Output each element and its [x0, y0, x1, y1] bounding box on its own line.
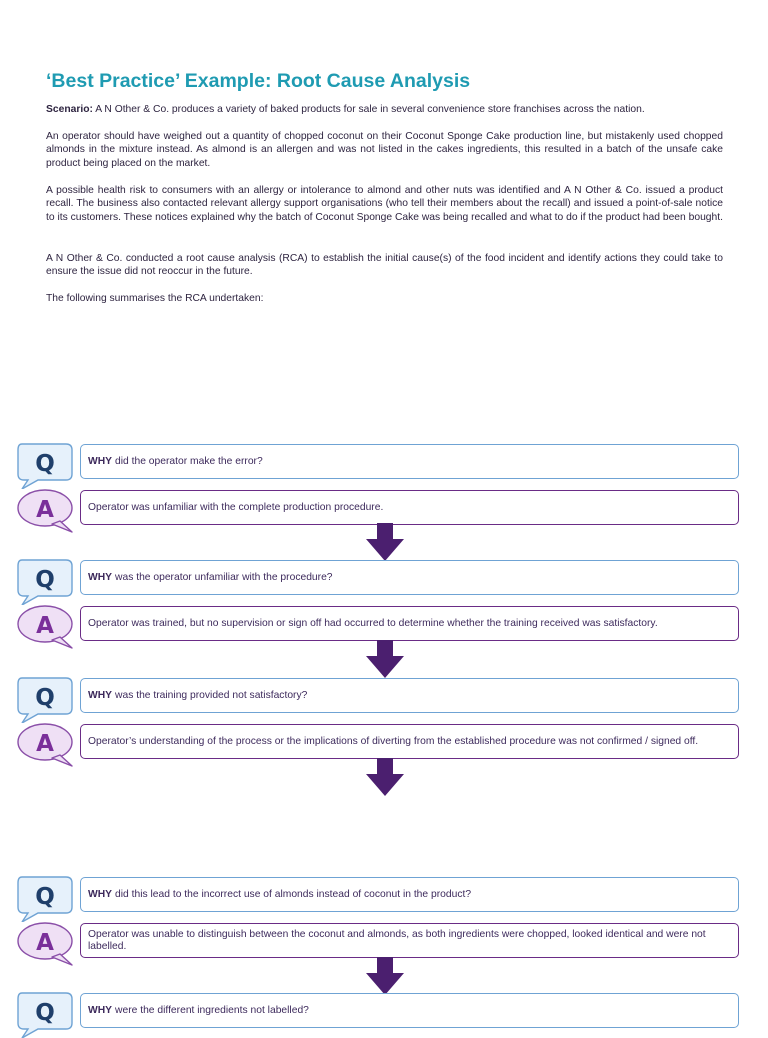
- why-question-box: [80, 444, 739, 479]
- why-label: WHY: [88, 571, 113, 583]
- q-letter: Q: [35, 1000, 55, 1026]
- answer-bubble-icon: [16, 605, 74, 651]
- answer-bubble-icon: [16, 723, 74, 769]
- q-letter: Q: [35, 884, 55, 910]
- a-letter: A: [36, 497, 54, 523]
- page-title: ‘Best Practice’ Example: Root Cause Analysis: [46, 70, 471, 92]
- why-question-box: [80, 678, 739, 713]
- answer-box: [80, 490, 739, 525]
- why-label: WHY: [88, 1004, 113, 1016]
- question-bubble-icon: [16, 876, 74, 922]
- down-arrow-icon: [366, 758, 404, 796]
- why-label: WHY: [88, 689, 113, 701]
- why-question-box: [80, 877, 739, 912]
- question-text: was the operator unfamiliar with the procedure?: [115, 571, 333, 583]
- scenario-paragraph: [46, 103, 723, 116]
- answer-bubble-icon: [16, 489, 74, 535]
- question-bubble-icon: [16, 443, 74, 489]
- a-letter: A: [36, 613, 54, 639]
- a-letter: A: [36, 930, 54, 956]
- paragraph-rca: A N Other & Co. conducted a root cause analysis (RCA) to establish the initial cause(s) of the food incident and identify actions they could take to ensure the issue did not reoccur in the future.: [46, 253, 723, 278]
- q-letter: Q: [35, 567, 55, 593]
- scenario-text: A N Other & Co. produces a variety of baked products for sale in several convenience store franchises across the nation.: [95, 104, 645, 115]
- scenario-label: Scenario:: [46, 104, 93, 115]
- why-label: WHY: [88, 888, 113, 900]
- question-bubble-icon: [16, 677, 74, 723]
- q-letter: Q: [35, 451, 55, 477]
- down-arrow-icon: [366, 523, 404, 561]
- why-label: WHY: [88, 455, 113, 467]
- answer-text: Operator was unfamiliar with the complete production procedure.: [88, 501, 384, 513]
- paragraph-recall: A possible health risk to consumers with an allergy or intolerance to almond and other nuts was identified and A N Other & Co. issued a product recall. The business also contacted relevant allergy support organisations (who tell their members about the recall) and issued a point-of-sale notice to its customers. These notices explained why the batch of Coconut Sponge Cake was being recalled and what to do if the product had been bought.: [46, 185, 723, 223]
- why-question-box: [80, 560, 739, 595]
- answer-box: [80, 606, 739, 641]
- answer-text: Operator was trained, but no supervision or sign off had occurred to determine whether the training received was satisfactory.: [88, 617, 658, 629]
- down-arrow-icon: [366, 640, 404, 678]
- answer-box: [80, 724, 739, 759]
- question-text: did the operator make the error?: [115, 455, 263, 467]
- paragraph-incident: An operator should have weighed out a quantity of chopped coconut on their Coconut Sponge Cake production line, but mistakenly used chopped almonds in the mixture instead. As almond is an allergen and was not listed in the cakes ingredients, this resulted in a batch of the unsafe cake product being placed on the market.: [46, 131, 723, 169]
- a-letter: A: [36, 731, 54, 757]
- answer-text: Operator was unable to distinguish between the coconut and almonds, as both ingredients were chopped, looked identical and were not labelled.: [88, 928, 706, 952]
- question-text: did this lead to the incorrect use of almonds instead of coconut in the product?: [115, 888, 472, 900]
- paragraph-summary-intro: The following summarises the RCA undertaken:: [46, 293, 264, 304]
- question-bubble-icon: [16, 992, 74, 1038]
- why-question-box: [80, 993, 739, 1028]
- question-text: was the training provided not satisfactory?: [115, 689, 308, 701]
- answer-text: Operator’s understanding of the process or the implications of diverting from the established procedure was not confirmed / signed off.: [88, 735, 699, 747]
- question-text: were the different ingredients not labelled?: [115, 1004, 309, 1016]
- answer-box: [80, 923, 739, 958]
- q-letter: Q: [35, 685, 55, 711]
- answer-bubble-icon: [16, 922, 74, 968]
- question-bubble-icon: [16, 559, 74, 605]
- down-arrow-icon: [366, 957, 404, 995]
